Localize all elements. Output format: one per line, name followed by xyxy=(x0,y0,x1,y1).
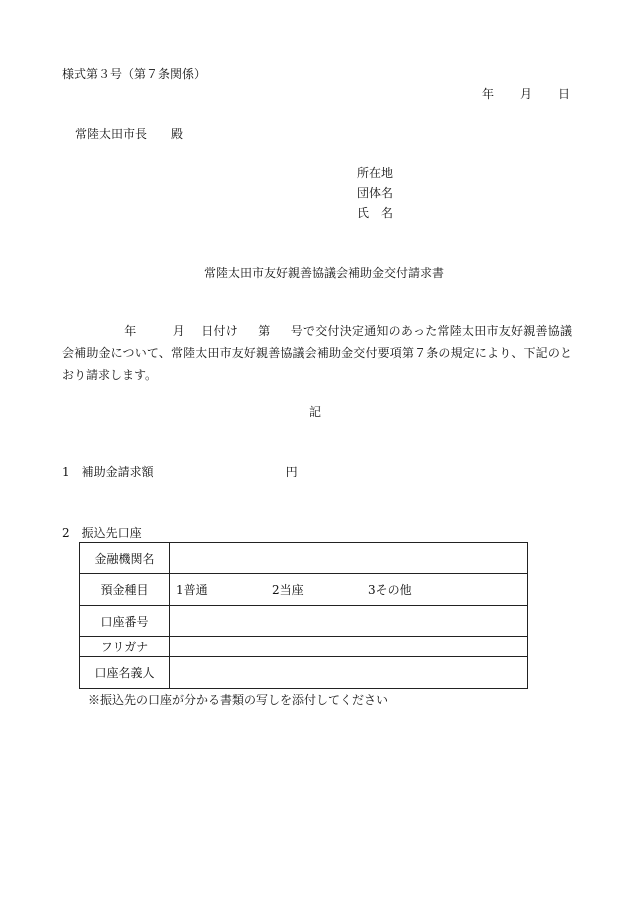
account-number-value[interactable] xyxy=(170,606,528,637)
date-month: 月 xyxy=(520,87,533,101)
body-month: 月 xyxy=(172,324,185,338)
deposit-type-value[interactable] xyxy=(170,574,528,606)
item2-label: 振込先口座 xyxy=(81,526,142,540)
item1-label: 補助金請求額 xyxy=(81,465,154,479)
addressee xyxy=(75,126,183,142)
bank-name-label: 金融機関名 xyxy=(80,543,170,574)
deposit-option-checking[interactable]: 2当座 xyxy=(272,583,304,597)
item2-number: 2 xyxy=(62,526,70,540)
date-day: 日 xyxy=(558,87,571,101)
account-holder-value[interactable] xyxy=(170,657,528,689)
name-label-part2: 名 xyxy=(381,206,394,220)
addressee-name: 常陸太田市長 xyxy=(75,127,148,141)
item1 xyxy=(62,464,298,480)
date-year: 年 xyxy=(482,87,495,101)
deposit-option-other[interactable]: 3その他 xyxy=(368,583,412,597)
attachment-note: ※振込先の口座が分かる書類の写しを添付してください xyxy=(88,693,389,707)
date-line xyxy=(482,86,570,102)
body-paragraph xyxy=(62,320,572,386)
item1-unit: 円 xyxy=(285,465,298,479)
applicant-address-label: 所在地 xyxy=(357,166,394,180)
form-label: 様式第３号（第７条関係） xyxy=(62,67,207,81)
item2 xyxy=(62,525,142,541)
account-holder-label: 口座名義人 xyxy=(80,657,170,689)
body-dated: 日付け xyxy=(201,324,238,338)
body-text: 号で交付決定通知のあった常陸太田市友好親善協議会補助金について、常陸太田市友好親善協議会補助金交付要項第７条の規定により、下記のとおり請求します。 xyxy=(62,324,572,382)
deposit-option-ordinary[interactable]: 1普通 xyxy=(176,583,208,597)
table-row xyxy=(80,637,528,657)
body-year: 年 xyxy=(124,324,137,338)
table-row xyxy=(80,657,528,689)
furigana-label: フリガナ xyxy=(80,637,170,657)
deposit-type-label: 預金種目 xyxy=(80,574,170,606)
bank-name-value[interactable] xyxy=(170,543,528,574)
table-row xyxy=(80,574,528,606)
table-row xyxy=(80,606,528,637)
body-number-prefix: 第 xyxy=(257,324,271,338)
table-row xyxy=(80,543,528,574)
ki-heading: 記 xyxy=(309,405,322,419)
furigana-value[interactable] xyxy=(170,637,528,657)
account-number-label: 口座番号 xyxy=(80,606,170,637)
item1-number: 1 xyxy=(62,465,70,479)
account-table xyxy=(79,542,528,689)
applicant-name-label xyxy=(357,205,393,221)
document-title: 常陸太田市友好親善協議会補助金交付請求書 xyxy=(204,266,445,280)
addressee-honorific: 殿 xyxy=(171,127,184,141)
name-label-part1: 氏 xyxy=(357,206,370,220)
applicant-org-label: 団体名 xyxy=(357,186,394,200)
